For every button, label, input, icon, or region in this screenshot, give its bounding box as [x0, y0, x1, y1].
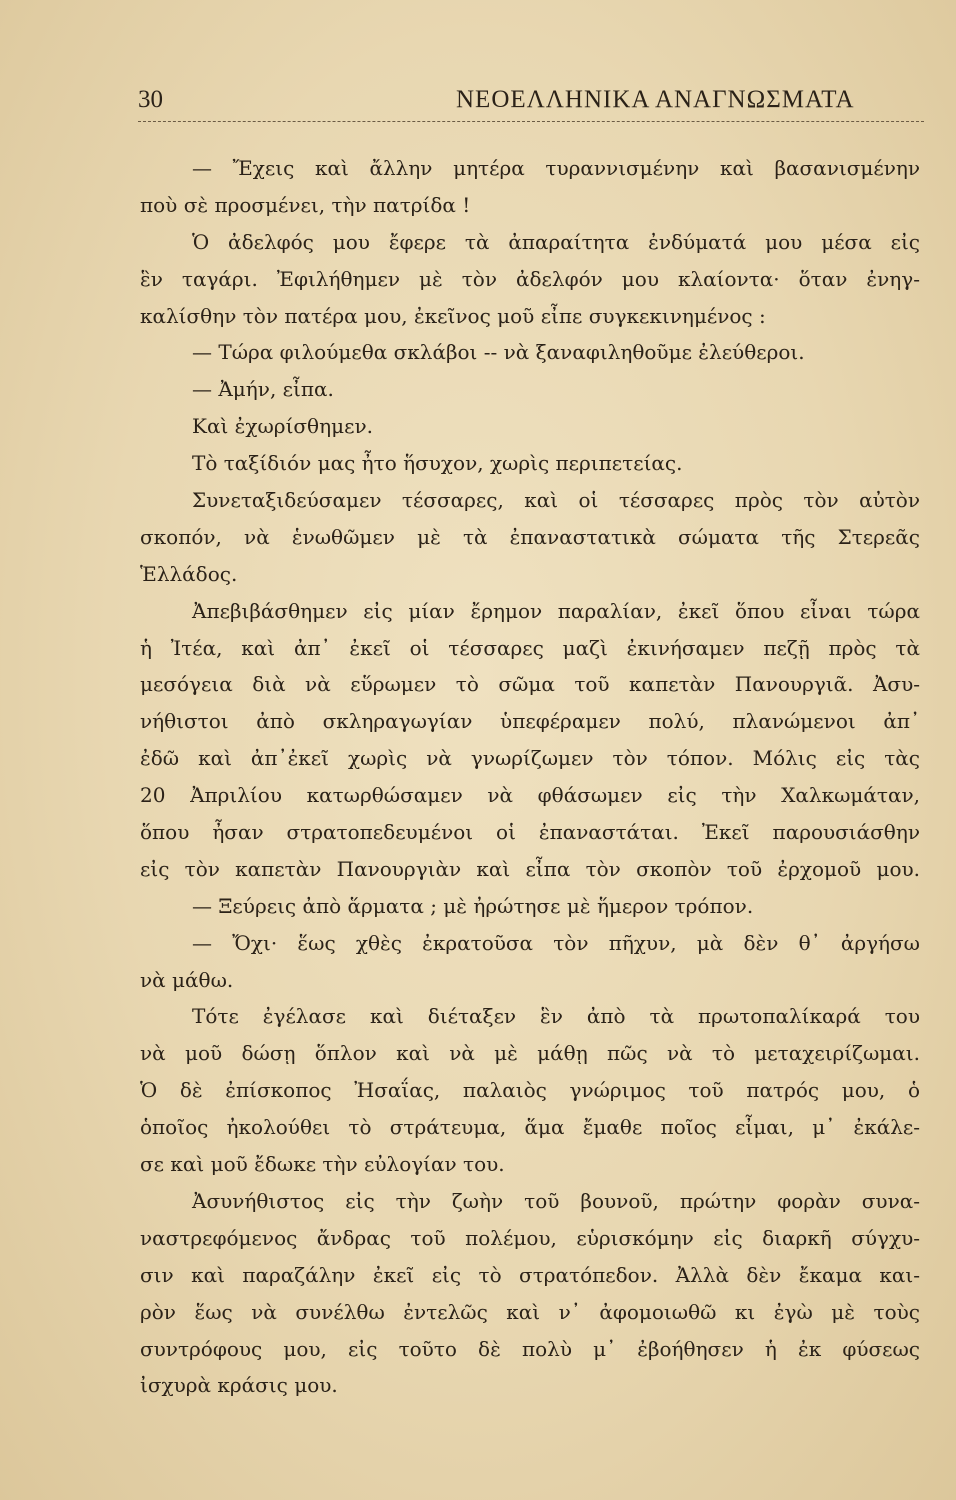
text-line: νὰ μοῦ δώσῃ ὅπλον καὶ νὰ μὲ μάθῃ πῶς νὰ τὸ μεταχειρίζωμαι. [140, 1041, 920, 1066]
text-line: ὅπου ἦσαν στρατοπεδευμένοι οἱ ἐπαναστάται. Ἐκεῖ παρουσιάσθην [140, 820, 920, 845]
page-header [138, 78, 924, 122]
text-line: σκοπόν, νὰ ἑνωθῶμεν μὲ τὰ ἐπαναστατικὰ σώματα τῆς Στερεᾶς [140, 524, 920, 549]
text-line: ὁποῖος ἠκολούθει τὸ στράτευμα, ἅμα ἔμαθε ποῖος εἶμαι, μ᾿ ἐκάλε- [140, 1115, 920, 1140]
text-line: μεσόγεια διὰ νὰ εὕρωμεν τὸ σῶμα τοῦ καπετὰν Πανουργιᾶ. Ἀσυ- [140, 672, 920, 697]
text-line: Ὁ ἀδελφός μου ἔφερε τὰ ἀπαραίτητα ἐνδύματά μου μέσα εἰς [192, 229, 920, 254]
text-line: — Ὄχι· ἕως χθὲς ἐκρατοῦσα τὸν πῆχυν, μὰ δὲν θ᾿ ἀργήσω [192, 930, 920, 955]
text-line: Τότε ἐγέλασε καὶ διέταξεν ἓν ἀπὸ τὰ πρωτοπαλίκαρά του [192, 1004, 920, 1029]
text-line: — Ξεύρεις ἀπὸ ἅρματα ; μὲ ἠρώτησε μὲ ἥμερον τρόπον. [192, 893, 754, 918]
text-line: ἰσχυρὰ κράσις μου. [140, 1373, 338, 1398]
text-line: 20 Ἀπριλίου κατωρθώσαμεν νὰ φθάσωμεν εἰς τὴν Χαλκωμάταν, [140, 783, 920, 808]
text-line: Τὸ ταξίδιόν μας ἦτο ἥσυχον, χωρὶς περιπετείας. [192, 451, 683, 476]
text-line: καλίσθην τὸν πατέρα μου, ἐκεῖνος μοῦ εἶπε συγκεκινημένος : [140, 303, 766, 328]
text-line: ρὸν ἕως νὰ συνέλθω ἐντελῶς καὶ ν᾿ ἀφομοιωθῶ κι ἐγὼ μὲ τοὺς [140, 1299, 920, 1324]
text-line: συντρόφους μου, εἰς τοῦτο δὲ πολὺ μ᾿ ἐβοήθησεν ἡ ἐκ φύσεως [140, 1336, 920, 1361]
text-line: νὰ μάθω. [140, 967, 234, 992]
text-line: — Τώρα φιλούμεθα σκλάβοι -- νὰ ξαναφιληθοῦμε ἐλεύθεροι. [192, 340, 805, 365]
text-line: νήθιστοι ἀπὸ σκληραγωγίαν ὑπεφέραμεν πολύ, πλανώμενοι ἀπ᾿ [140, 709, 920, 734]
text-line: Ἀσυνήθιστος εἰς τὴν ζωὴν τοῦ βουνοῦ, πρώτην φορὰν συνα- [192, 1188, 920, 1213]
text-line: Ὁ δὲ ἐπίσκοπος Ἠσαΐας, παλαιὸς γνώριμος τοῦ πατρός μου, ὁ [140, 1078, 920, 1103]
header-rule [138, 121, 924, 122]
text-line: Καὶ ἐχωρίσθημεν. [192, 414, 373, 439]
text-line: — Ἔχεις καὶ ἄλλην μητέρα τυραννισμένην καὶ βασανισμένην [192, 156, 920, 180]
text-line: σε καὶ μοῦ ἔδωκε τὴν εὐλογίαν του. [140, 1152, 505, 1177]
text-line: εἰς τὸν καπετὰν Πανουργιὰν καὶ εἶπα τὸν σκοπὸν τοῦ ἐρχομοῦ μου. [140, 856, 920, 881]
text-line: Ἀπεβιβάσθημεν εἰς μίαν ἔρημον παραλίαν, ἐκεῖ ὅπου εἶναι τώρα [192, 598, 920, 623]
text-line: ἓν ταγάρι. Ἐφιλήθημεν μὲ τὸν ἀδελφόν μου κλαίοντα· ὅταν ἐνηγ- [140, 266, 920, 291]
text-line: Ἑλλάδος. [140, 561, 238, 586]
text-line: — Ἀμήν, εἶπα. [192, 377, 334, 402]
text-line: ναστρεφόμενος ἄνδρας τοῦ πολέμου, εὑρισκόμην εἰς διαρκῆ σύγχυ- [140, 1225, 920, 1250]
running-head: ΝΕΟΕΛΛΗΝΙΚΑ ΑΝΑΓΝΩΣΜΑΤΑ [456, 86, 855, 113]
text-line: ποὺ σὲ προσμένει, τὴν πατρίδα ! [140, 192, 471, 217]
body-text [140, 150, 920, 1404]
text-line: σιν καὶ παραζάλην ἐκεῖ εἰς τὸ στρατόπεδον. Ἀλλὰ δὲν ἔκαμα και- [140, 1262, 920, 1287]
text-line: ἐδῶ καὶ ἀπ᾿ἐκεῖ χωρὶς νὰ γνωρίζωμεν τὸν τόπον. Μόλις εἰς τὰς [140, 746, 920, 771]
page-number: 30 [138, 86, 163, 113]
text-line: ἡ Ἰτέα, καὶ ἀπ᾿ ἐκεῖ οἱ τέσσαρες μαζὶ ἐκινήσαμεν πεζῇ πρὸς τὰ [140, 635, 920, 660]
text-line: Συνεταξιδεύσαμεν τέσσαρες, καὶ οἱ τέσσαρες πρὸς τὸν αὐτὸν [192, 488, 920, 513]
